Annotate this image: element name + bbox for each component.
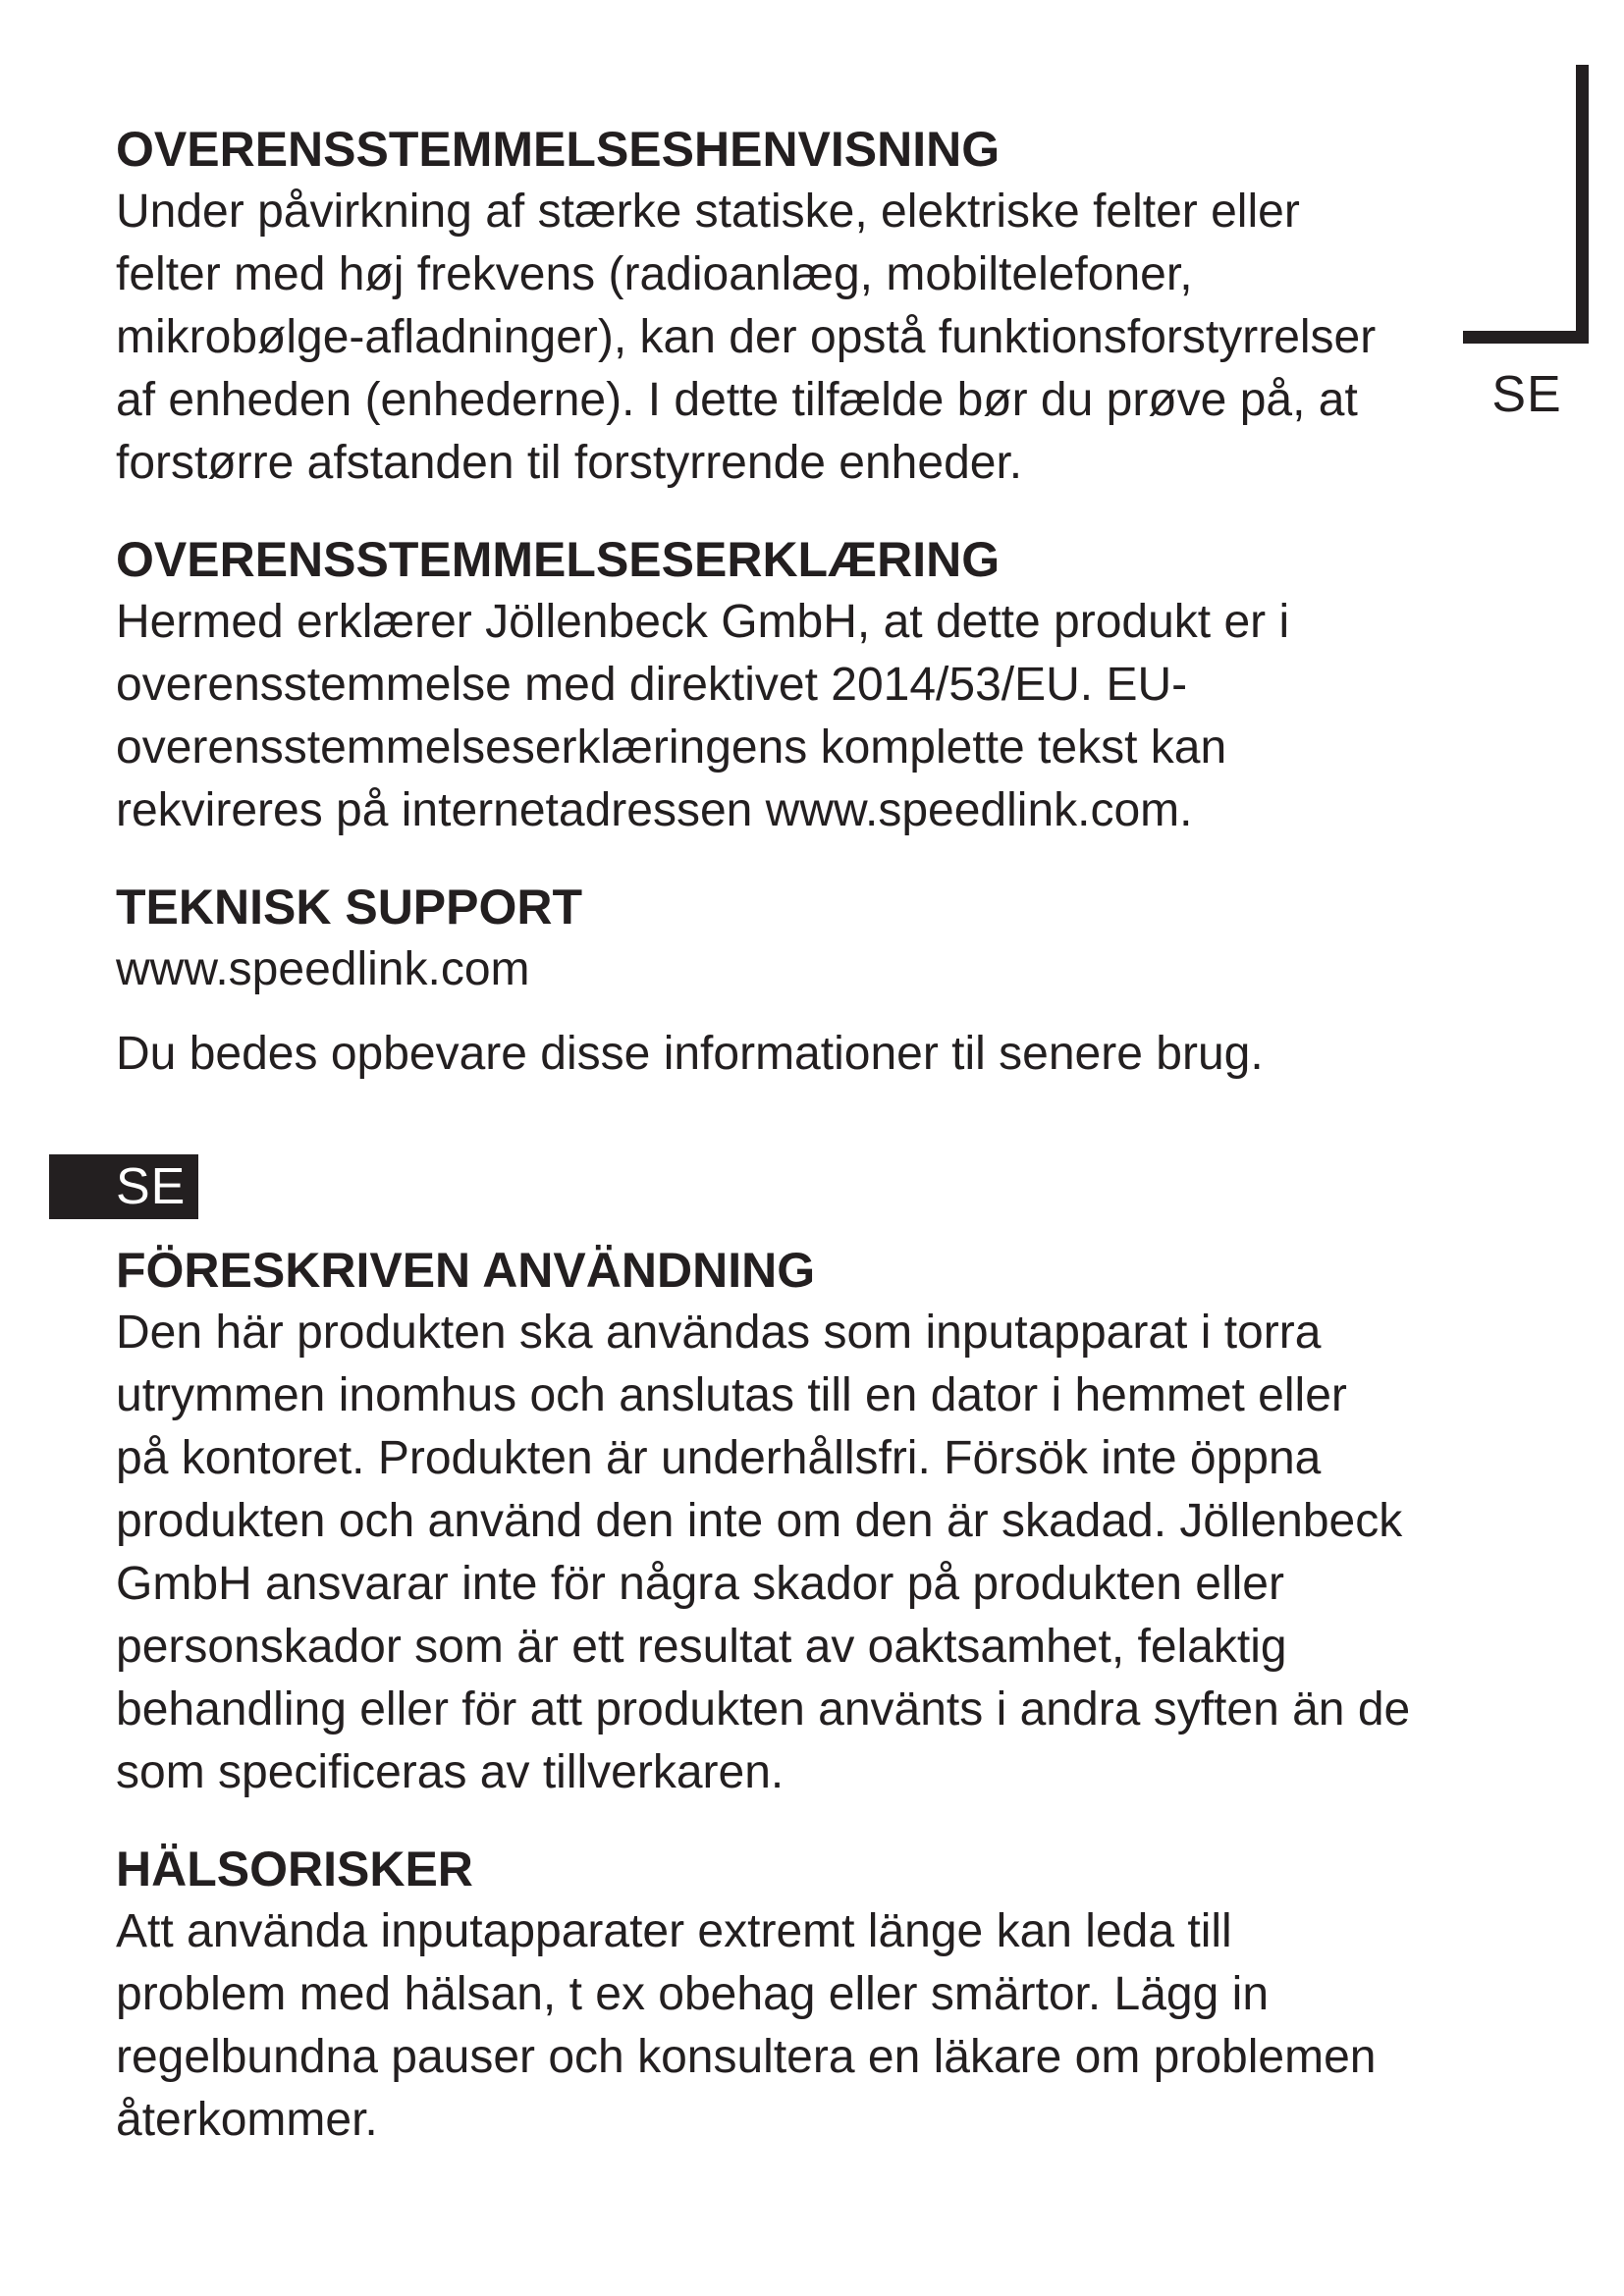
swedish-language-badge: SE [49, 1154, 198, 1219]
page-corner-tab-frame [1463, 65, 1589, 344]
conformity-note-section [116, 118, 1432, 495]
tab-frame-horizontal-bar [1463, 331, 1589, 344]
declaration-heading: OVERENSSTEMMELSESERKLÆRING [116, 532, 1001, 587]
health-risks-heading: HÄLSORISKER [116, 1842, 473, 1896]
declaration-text: Hermed erklærer Jöllenbeck GmbH, at dette produkt er i overensstemmelse med direktivet 2014/53/EU. EU-overensstemmelseserklæringens komplette tekst kan rekvireres på internetadressen www.speedlink.com. [116, 596, 1290, 836]
support-heading: TEKNISK SUPPORT [116, 880, 583, 934]
conformity-note-text: Under påvirkning af stærke statiske, elektriske felter eller felter med høj frekvens (radioanlæg, mobiltelefoner, mikrobølge-afladninger), kan der opstå funktionsforstyrrelser af enheden (enhederne). I dette tilfælde bør du prøve på, at forstørre afstanden til forstyrrende enheder. [116, 186, 1377, 489]
tab-frame-vertical-bar [1576, 65, 1589, 344]
declaration-section [116, 528, 1432, 842]
intended-use-section [116, 1239, 1432, 1804]
keep-info-note: Du bedes opbevare disse informationer til senere brug. [116, 1028, 1264, 1080]
swedish-content [116, 1239, 1432, 2185]
intended-use-text: Den här produkten ska användas som inputapparat i torra utrymmen inomhus och anslutas till en dator i hemmet eller på kontoret. Produkten är underhållsfri. Försök inte öppna produkten och använd den inte om den är skadad. Jöllenbeck GmbH ansvarar inte för några skador på produkten eller personskador som är ett resultat av oaktsamhet, felaktig behandling eller för att produkten använts i andra syften än de som specificeras av tillverkaren. [116, 1307, 1411, 1798]
health-risks-text: Att använda inputapparater extremt länge kan leda till problem med hälsan, t ex obehag eller smärtor. Lägg in regelbundna pauser och konsultera en läkare om problemen återkommer. [116, 1905, 1377, 2146]
health-risks-section [116, 1838, 1432, 2152]
danish-content [116, 118, 1432, 1119]
page-language-tab-label: SE [1491, 366, 1562, 423]
conformity-note-heading: OVERENSSTEMMELSESHENVISNING [116, 122, 1001, 177]
support-url: www.speedlink.com [116, 943, 530, 995]
intended-use-heading: FÖRESKRIVEN ANVÄNDNING [116, 1243, 816, 1298]
support-section [116, 876, 1432, 1086]
